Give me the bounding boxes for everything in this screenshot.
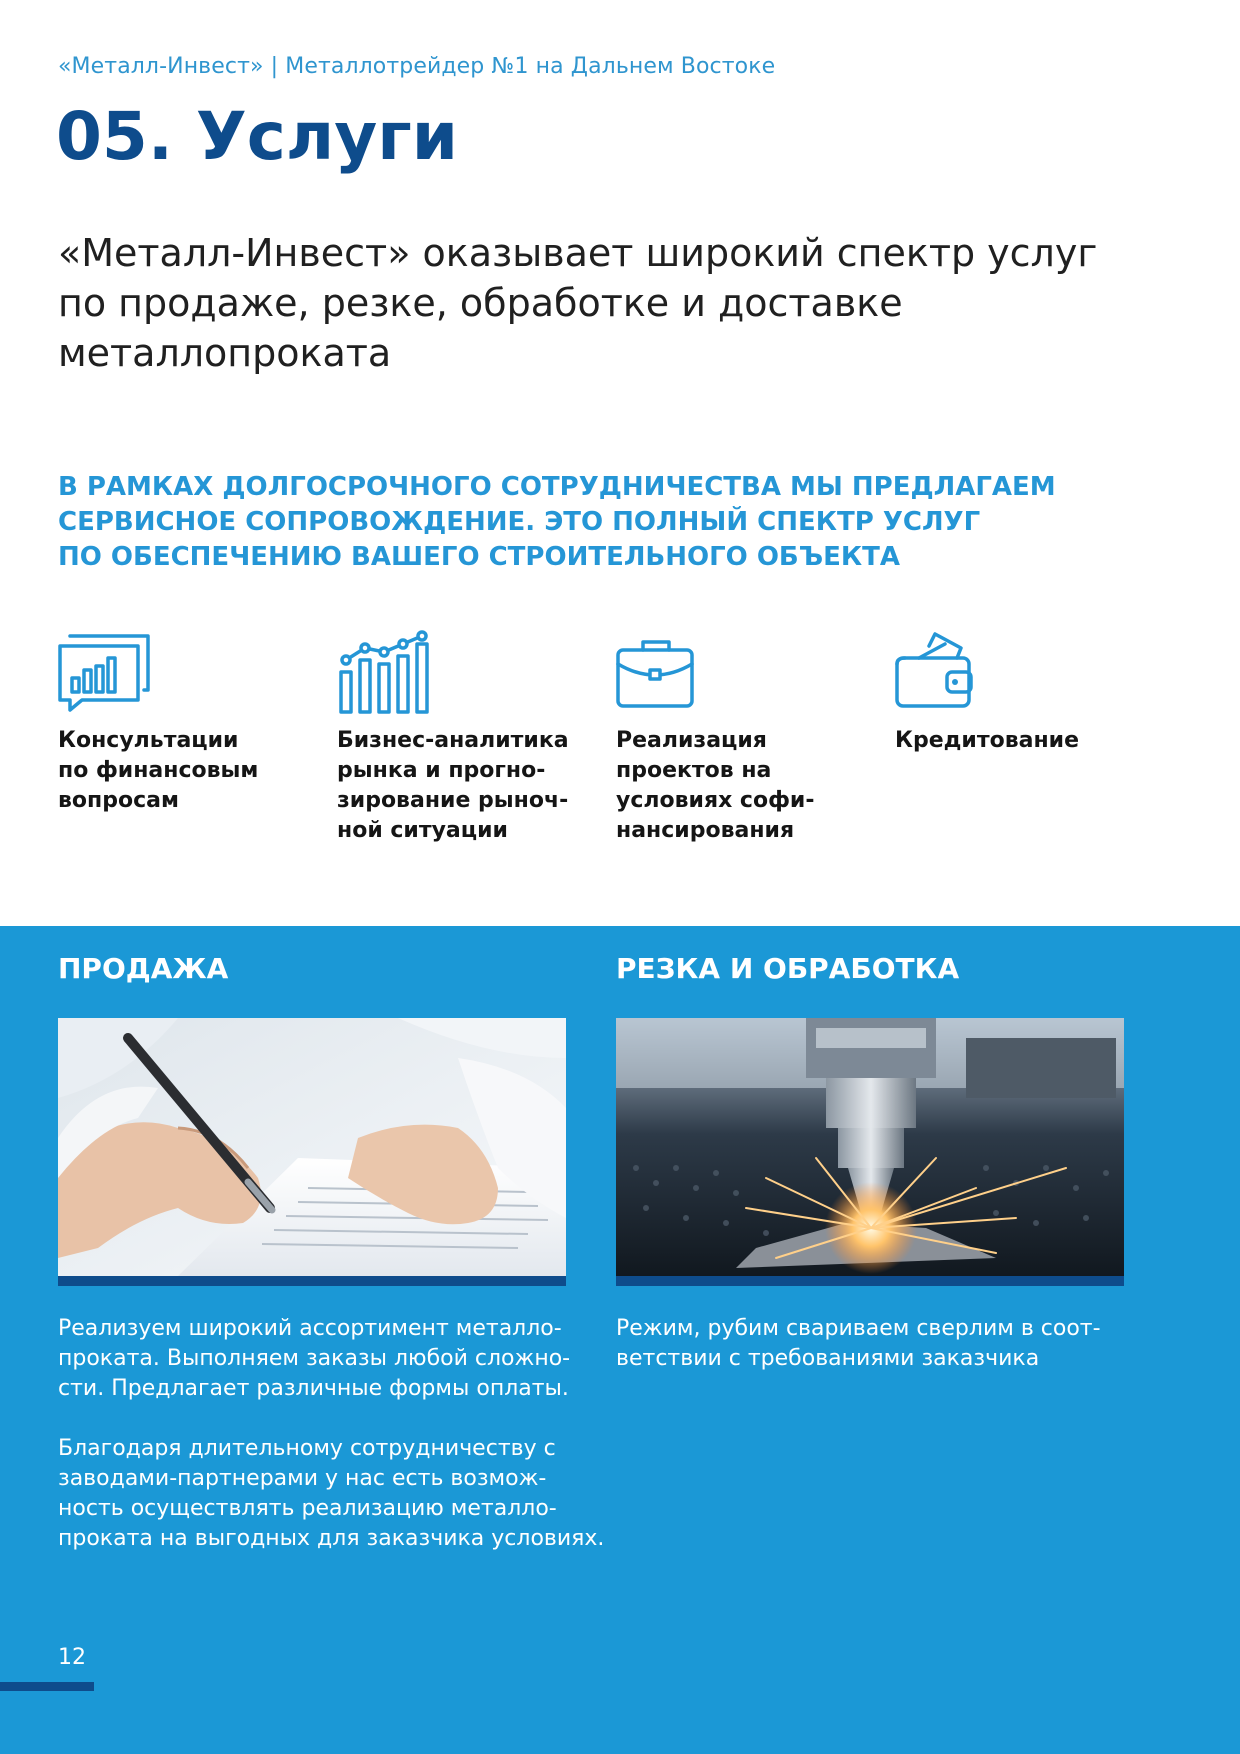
service-consulting bbox=[58, 630, 308, 816]
service-label bbox=[337, 726, 587, 846]
contract-signing-photo bbox=[58, 1018, 566, 1286]
section-title: РЕЗКА И ОБРАБОТКА bbox=[616, 952, 960, 985]
service-label-line: нансирования bbox=[616, 818, 795, 843]
service-label-line: по финансовым bbox=[58, 758, 259, 783]
lead-line: «Металл-Инвест» оказывает широкий спектр услуг bbox=[58, 231, 1098, 275]
service-label-line: Реализация bbox=[616, 728, 767, 753]
subhead-line: СЕРВИСНОЕ СОПРОВОЖДЕНИЕ. ЭТО ПОЛНЫЙ СПЕКТР УСЛУГ bbox=[58, 507, 981, 537]
text-line: Режим, рубим свариваем сверлим в соот- bbox=[616, 1316, 1101, 1341]
lead-text bbox=[58, 228, 1168, 378]
briefcase-icon bbox=[616, 630, 696, 716]
service-crediting bbox=[895, 630, 1145, 756]
text-line: Благодаря длительному сотрудничеству с bbox=[58, 1436, 556, 1461]
service-label-line: Бизнес-аналитика bbox=[337, 728, 569, 753]
section-body bbox=[616, 1314, 1124, 1404]
text-line: ветствии с требованиями заказчика bbox=[616, 1346, 1040, 1371]
paragraph bbox=[58, 1434, 605, 1554]
service-label-line: ной ситуации bbox=[337, 818, 508, 843]
service-label-line: вопросам bbox=[58, 788, 179, 813]
wallet-icon bbox=[895, 630, 975, 716]
page-number: 12 bbox=[58, 1645, 86, 1670]
lead-line: металлопроката bbox=[58, 331, 392, 375]
service-analytics bbox=[337, 630, 587, 846]
paragraph bbox=[616, 1314, 1124, 1374]
service-label-line: Консультации bbox=[58, 728, 239, 753]
bar-trend-chart-icon bbox=[337, 630, 429, 716]
service-label bbox=[895, 726, 1145, 756]
service-label-line: проектов на bbox=[616, 758, 772, 783]
text-line: ность осуществлять реализацию металло- bbox=[58, 1496, 557, 1521]
chart-presentation-icon bbox=[58, 630, 154, 716]
paragraph bbox=[58, 1314, 571, 1404]
page-number-marker bbox=[0, 1682, 94, 1691]
laser-cutter-illustration bbox=[616, 1018, 1124, 1286]
text-line: Реализуем широкий ассортимент металло- bbox=[58, 1316, 562, 1341]
service-label-line: рынка и прогно- bbox=[337, 758, 546, 783]
section-title: ПРОДАЖА bbox=[58, 952, 229, 985]
header-kicker: «Металл-Инвест» | Металлотрейдер №1 на Дальнем Востоке bbox=[58, 54, 776, 79]
signing-hands-illustration bbox=[58, 1018, 566, 1286]
service-label-line: Кредитование bbox=[895, 728, 1080, 753]
section-body bbox=[58, 1314, 605, 1584]
lead-line: по продаже, резке, обработке и доставке bbox=[58, 281, 903, 325]
text-line: проката. Выполняем заказы любой сложно- bbox=[58, 1346, 571, 1371]
text-line: проката на выгодных для заказчика условиях. bbox=[58, 1526, 605, 1551]
services-row bbox=[0, 630, 1240, 870]
service-label bbox=[58, 726, 308, 816]
page-title: 05. Услуги bbox=[56, 98, 458, 175]
laser-cutting-photo bbox=[616, 1018, 1124, 1286]
text-line: заводами-партнерами у нас есть возмож- bbox=[58, 1466, 547, 1491]
text-line: сти. Предлагает различные формы оплаты. bbox=[58, 1376, 569, 1401]
subhead-line: ПО ОБЕСПЕЧЕНИЮ ВАШЕГО СТРОИТЕЛЬНОГО ОБЪЕКТА bbox=[58, 542, 901, 572]
services-details-band bbox=[0, 926, 1240, 1754]
service-label-line: условиях софи- bbox=[616, 788, 815, 813]
service-label-line: зирование рыноч- bbox=[337, 788, 569, 813]
service-cofinancing bbox=[616, 630, 866, 846]
service-subhead bbox=[58, 470, 1178, 575]
service-label bbox=[616, 726, 866, 846]
subhead-line: В РАМКАХ ДОЛГОСРОЧНОГО СОТРУДНИЧЕСТВА МЫ ПРЕДЛАГАЕМ bbox=[58, 472, 1056, 502]
